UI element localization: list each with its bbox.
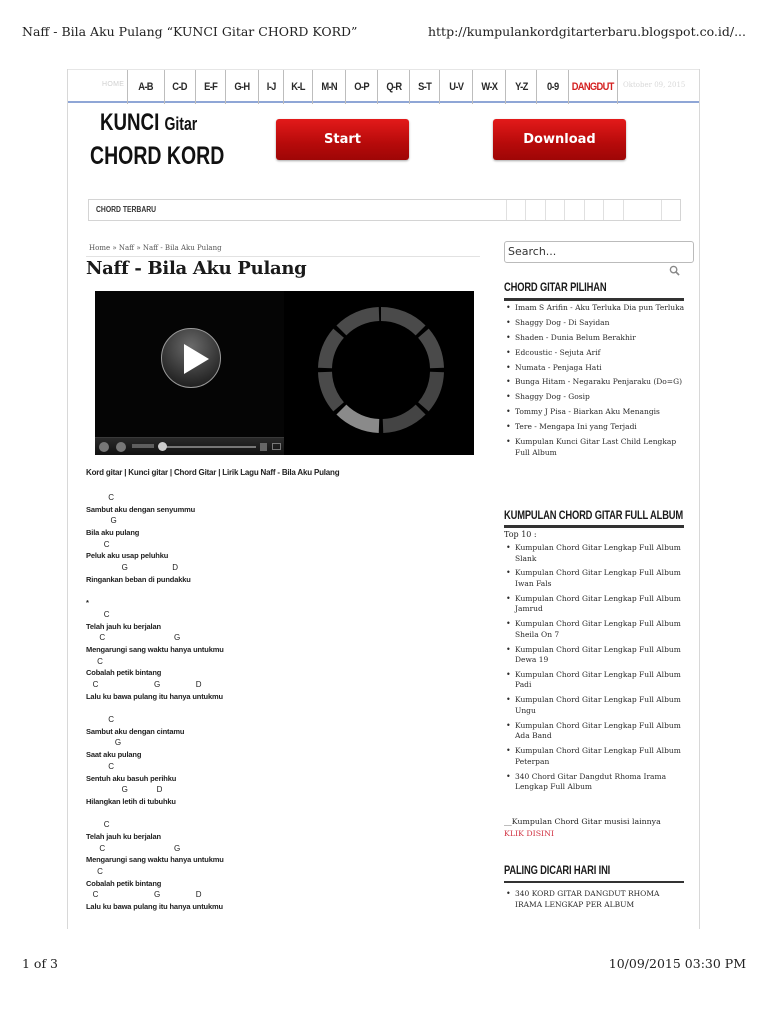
list-item[interactable]: • Kumpulan Kunci Gitar Last Child Lengkap Full Album	[506, 437, 686, 458]
tab-label: G-H	[234, 81, 250, 93]
chord-terbaru-slots	[506, 200, 681, 220]
video-controls	[95, 437, 284, 455]
chord-line: G D	[86, 563, 179, 573]
print-page-url: http://kumpulankordgitarterbaru.blogspot.co.id/...	[427, 24, 746, 39]
control-stop-icon[interactable]	[116, 442, 126, 452]
video-left-pane	[95, 291, 284, 455]
lyric-line: Mengarungi sang waktu hanya untukmu	[86, 644, 224, 654]
web-page	[67, 69, 700, 929]
seek-handle[interactable]	[158, 442, 167, 451]
control-play-icon[interactable]	[99, 442, 109, 452]
chord-line: G	[86, 516, 117, 526]
blank-line	[86, 702, 476, 714]
tab-label: DANGDUT	[572, 81, 614, 93]
print-page-title: Naff - Bila Aku Pulang “KUNCI Gitar CHORD KORD”	[22, 24, 358, 39]
tab-o-p[interactable]	[345, 70, 377, 104]
tab-k-l[interactable]	[283, 70, 312, 104]
tab-q-r[interactable]	[377, 70, 409, 104]
list-item[interactable]: • Shaggy Dog - Di Sayidan	[506, 318, 686, 329]
chord-line: C	[86, 820, 110, 830]
top10-label: Top 10 :	[504, 530, 537, 539]
tab-label: A-B	[138, 81, 154, 93]
list-item[interactable]: • Bunga Hitam - Negaraku Penjaraku (Do=G)	[506, 377, 686, 388]
chord-line: C	[86, 539, 110, 549]
full-album-list	[506, 543, 686, 797]
lyric-line: Bila aku pulang	[86, 528, 140, 538]
blank-line	[86, 808, 476, 820]
list-item[interactable]: • Kumpulan Chord Gitar Lengkap Full Album Sheila On 7	[506, 619, 686, 640]
tab-label: U-V	[448, 81, 464, 93]
tab-label: Y-Z	[514, 81, 528, 93]
tab-label: S-T	[417, 81, 432, 93]
divider	[86, 256, 480, 257]
blank-line	[86, 586, 476, 598]
alphabet-tabs	[127, 70, 618, 104]
lyric-line: Saat aku pulang	[86, 750, 142, 760]
list-item[interactable]: • Shaden - Dunia Belum Berakhir	[506, 333, 686, 344]
divider	[504, 298, 684, 301]
lyric-line: Lalu ku bawa pulang itu hanya untukmu	[86, 902, 223, 912]
kord-description: Kord gitar | Kunci gitar | Chord Gitar | Lirik Lagu Naff - Bila Aku Pulang	[86, 468, 340, 477]
chord-line: G	[86, 738, 122, 748]
tab-e-f[interactable]	[195, 70, 225, 104]
klik-disini-link[interactable]: KLIK DISINI	[504, 829, 555, 838]
tab-m-n[interactable]	[312, 70, 345, 104]
search-input[interactable]: Search...	[504, 241, 694, 263]
paling-dicari-list	[506, 889, 686, 914]
tab-u-v[interactable]	[439, 70, 472, 104]
lyric-line: *	[86, 598, 89, 608]
loading-spinner-icon	[317, 306, 445, 434]
list-item[interactable]: • Shaggy Dog - Gosip	[506, 392, 686, 403]
lyric-line: Cobalah petik bintang	[86, 878, 162, 888]
list-item[interactable]: • 340 KORD GITAR DANGDUT RHOMA IRAMA LENGKAP PER ALBUM	[506, 889, 686, 910]
tab-w-x[interactable]	[472, 70, 505, 104]
lyric-line: Hilangkan letih di tubuhku	[86, 796, 176, 806]
lyric-line: Peluk aku usap peluhku	[86, 551, 169, 561]
list-item[interactable]: • 340 Chord Gitar Dangdut Rhoma Irama Lengkap Full Album	[506, 772, 686, 793]
lyrics-block	[86, 492, 476, 913]
print-footer	[22, 956, 746, 974]
start-button[interactable]: Start	[276, 119, 409, 160]
tab-label: C-D	[172, 81, 188, 93]
volume-icon[interactable]	[260, 443, 267, 451]
tab-label: O-P	[354, 81, 369, 93]
slot[interactable]	[564, 200, 584, 220]
tab-0-9[interactable]	[536, 70, 568, 104]
list-item[interactable]: • Kumpulan Chord Gitar Lengkap Full Album Dewa 19	[506, 645, 686, 666]
tab-g-h[interactable]	[225, 70, 258, 104]
tab-y-z[interactable]	[505, 70, 536, 104]
widget-title-full-album: KUMPULAN CHORD GITAR FULL ALBUM	[504, 508, 684, 522]
list-item[interactable]: • Kumpulan Chord Gitar Lengkap Full Album Iwan Fals	[506, 568, 686, 589]
tab-label: E-F	[203, 81, 218, 93]
lyric-line: Mengarungi sang waktu hanya untukmu	[86, 855, 224, 865]
tab-label: Q-R	[385, 81, 402, 93]
widget-title-chord-pilihan: CHORD GITAR PILIHAN	[504, 280, 607, 294]
tab-label: 0-9	[546, 81, 559, 93]
lyric-line: Sentuh aku basuh perihku	[86, 773, 177, 783]
list-item[interactable]: • Tommy J Pisa - Biarkan Aku Menangis	[506, 407, 686, 418]
lyric-line: Cobalah petik bintang	[86, 668, 162, 678]
list-item[interactable]: • Kumpulan Chord Gitar Lengkap Full Album Peterpan	[506, 746, 686, 767]
divider	[504, 881, 684, 883]
chord-line: C	[86, 715, 115, 725]
chord-line: C G D	[86, 680, 202, 689]
time-display	[132, 444, 154, 448]
chord-line: C G D	[86, 890, 202, 900]
logo-gitar: Gitar	[164, 114, 198, 134]
list-item[interactable]: • Numata - Penjaga Hati	[506, 363, 686, 374]
chord-line: C	[86, 656, 103, 666]
tab-s-t[interactable]	[409, 70, 439, 104]
logo-chord-kord: CHORD KORD	[90, 142, 225, 170]
slot[interactable]	[545, 200, 565, 220]
chord-terbaru-label: CHORD TERBARU	[96, 205, 157, 214]
tab-label: I-J	[266, 81, 276, 93]
chord-terbaru-bar	[88, 199, 681, 221]
print-header	[22, 24, 746, 42]
top-navigation	[68, 69, 699, 103]
tab-a-b[interactable]	[127, 70, 164, 104]
list-item[interactable]: • Kumpulan Chord Gitar Lengkap Full Album Padi	[506, 670, 686, 691]
slot[interactable]	[603, 200, 623, 220]
tab-label: W-X	[481, 81, 497, 93]
slot[interactable]	[506, 200, 526, 220]
list-item[interactable]: • Kumpulan Chord Gitar Lengkap Full Album Ungu	[506, 695, 686, 716]
list-item[interactable]: • Kumpulan Chord Gitar Lengkap Full Album Ada Band	[506, 721, 686, 742]
lyric-line: Lalu ku bawa pulang itu hanya untukmu	[86, 691, 223, 701]
chord-line: C	[86, 761, 115, 771]
nav-home-link[interactable]: HOME	[102, 81, 125, 88]
lyric-line: Telah jauh ku berjalan	[86, 621, 161, 631]
play-icon[interactable]	[161, 328, 221, 388]
widget-title-paling-dicari: PALING DICARI HARI INI	[504, 863, 611, 877]
seek-bar[interactable]	[159, 446, 256, 448]
breadcrumb[interactable]: Home » Naff » Naff - Bila Aku Pulang	[89, 244, 222, 252]
slot[interactable]	[623, 200, 661, 220]
list-item[interactable]: • Tere - Mengapa Ini yang Terjadi	[506, 422, 686, 433]
nav-date: Oktober 09, 2015	[623, 81, 686, 89]
slot[interactable]	[525, 200, 545, 220]
chord-line: C G	[86, 633, 181, 643]
tab-i-j[interactable]	[258, 70, 283, 104]
lyric-line: Ringankan beban di pundakku	[86, 574, 191, 584]
logo-kunci: KUNCI	[100, 109, 160, 136]
more-musicians-text: __Kumpulan Chord Gitar musisi lainnya	[504, 817, 661, 826]
search-icon[interactable]	[669, 265, 680, 276]
page-title: Naff - Bila Aku Pulang	[86, 258, 307, 279]
tab-label: M-N	[321, 81, 337, 93]
lyric-line: Telah jauh ku berjalan	[86, 831, 161, 841]
print-datetime: 10/09/2015 03:30 PM	[608, 956, 746, 971]
chord-line: C G	[86, 843, 181, 853]
divider	[504, 525, 684, 528]
chord-line: C	[86, 609, 110, 619]
slot[interactable]	[584, 200, 604, 220]
lyric-line: Sambut aku dengan senyummu	[86, 504, 196, 514]
chord-pilihan-list	[506, 303, 686, 462]
list-item[interactable]: • Edcoustic - Sejuta Arif	[506, 348, 686, 359]
fullscreen-icon[interactable]	[272, 443, 281, 450]
page-counter: 1 of 3	[22, 956, 59, 971]
list-item[interactable]: • Kumpulan Chord Gitar Lengkap Full Album Slank	[506, 543, 686, 564]
chord-line: G D	[86, 785, 163, 795]
list-item[interactable]: • Kumpulan Chord Gitar Lengkap Full Album Jamrud	[506, 594, 686, 615]
tab-c-d[interactable]	[164, 70, 195, 104]
slot[interactable]	[661, 200, 681, 220]
download-button[interactable]: Download	[493, 119, 626, 160]
tab-dangdut[interactable]	[568, 70, 618, 104]
chord-line: C	[86, 493, 115, 502]
lyric-line: Sambut aku dengan cintamu	[86, 726, 185, 736]
tab-label: K-L	[291, 81, 305, 93]
chord-line: C	[86, 867, 103, 876]
list-item[interactable]: • Imam S Arifin - Aku Terluka Dia pun Terluka	[506, 303, 686, 314]
video-player[interactable]	[95, 291, 474, 455]
